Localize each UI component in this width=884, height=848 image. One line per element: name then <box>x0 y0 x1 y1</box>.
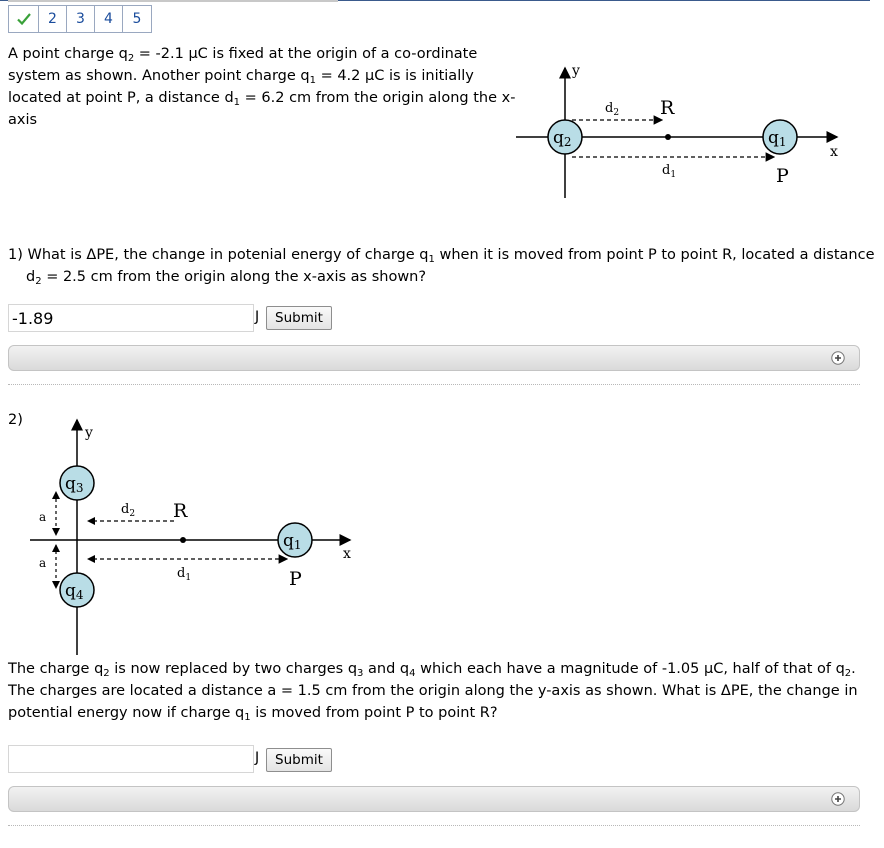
question-2-text: The charge $q_2$ is now replaced by two charges $q_3$ and $q_4$ which each have a magnitude of -1.05 μC, half of that of $q_2$. The charges are located a distance a = 1.5 cm from the origin along the y-axis as shown. What is ΔPE, the change in potential energy now if charge $q_1$ is moved from point P to point R? <box>8 661 858 723</box>
tab-part-4[interactable]: 4 <box>95 6 123 32</box>
submit-button-2[interactable]: Submit <box>266 748 332 772</box>
charge-q2-label: q2 <box>553 128 572 149</box>
d1-label: $d_1$ <box>662 163 677 180</box>
tab-part-3[interactable]: 3 <box>67 6 95 32</box>
tab-part-5[interactable]: 5 <box>123 6 151 32</box>
section-divider-2 <box>8 825 860 826</box>
point-r <box>665 134 671 140</box>
a-top-arrow-down <box>52 528 60 536</box>
a-bottom-label: a <box>39 556 47 570</box>
y-axis-label: y <box>572 63 580 79</box>
a-top-label: a <box>39 510 47 524</box>
point-r-label: R <box>660 97 675 119</box>
d2-label: $d_2$ <box>121 502 136 519</box>
charge-q3-label: q3 <box>65 474 84 495</box>
hint-bar-1[interactable] <box>8 345 860 371</box>
d1-label: $d_1$ <box>177 566 192 583</box>
point-p-label: P <box>776 165 789 187</box>
point-r-label: R <box>173 500 188 522</box>
charge-q1-label: q1 <box>768 128 787 149</box>
x-axis-label: x <box>343 546 351 562</box>
section-divider-1 <box>8 384 860 385</box>
x-axis-label: x <box>830 144 838 160</box>
point-r <box>180 537 186 543</box>
a-bottom-arrow-down <box>52 581 60 589</box>
d2-label: $d_2$ <box>605 101 620 118</box>
question-1-text: 1) What is ΔPE, the change in potenial energy of charge $q_1$ when it is moved from point P to point R, located a distance $d_2 = 2.5$ cm from the origin along the x-axis as shown? <box>8 247 875 287</box>
point-p-label: P <box>289 568 302 590</box>
answer-input-1[interactable] <box>8 304 254 332</box>
tab-part-2[interactable]: 2 <box>39 6 67 32</box>
y-axis-label: y <box>85 425 93 441</box>
a-bottom-arrow-up <box>52 544 60 552</box>
figure-2 <box>25 415 365 657</box>
figure-1 <box>512 60 852 205</box>
top-border-accent <box>8 0 338 2</box>
intro-text: A point charge $q_2 = -2.1$ μC is fixed at the origin of a co-ordinate system as shown. Another point charge $q_1 = 4.2$ μC is is initially located at point P, a distance $d_1 = 6.2$ cm from the origin along the x-axis <box>8 46 516 128</box>
answer-input-2[interactable] <box>8 745 254 773</box>
charge-q4-label: q4 <box>65 581 84 602</box>
unit-label-2: J <box>255 750 260 766</box>
unit-label-1: J <box>255 309 260 325</box>
expand-plus-icon <box>831 351 845 365</box>
checkmark-icon <box>16 11 32 27</box>
question-2-number: 2) <box>8 412 23 428</box>
part-tabs <box>8 5 152 33</box>
hint-bar-2[interactable] <box>8 786 860 812</box>
a-top-arrow-up <box>52 491 60 499</box>
expand-plus-icon <box>831 792 845 806</box>
submit-button-1[interactable]: Submit <box>266 306 332 330</box>
tab-part-1[interactable] <box>9 6 39 32</box>
charge-q1-label: q1 <box>283 531 302 552</box>
